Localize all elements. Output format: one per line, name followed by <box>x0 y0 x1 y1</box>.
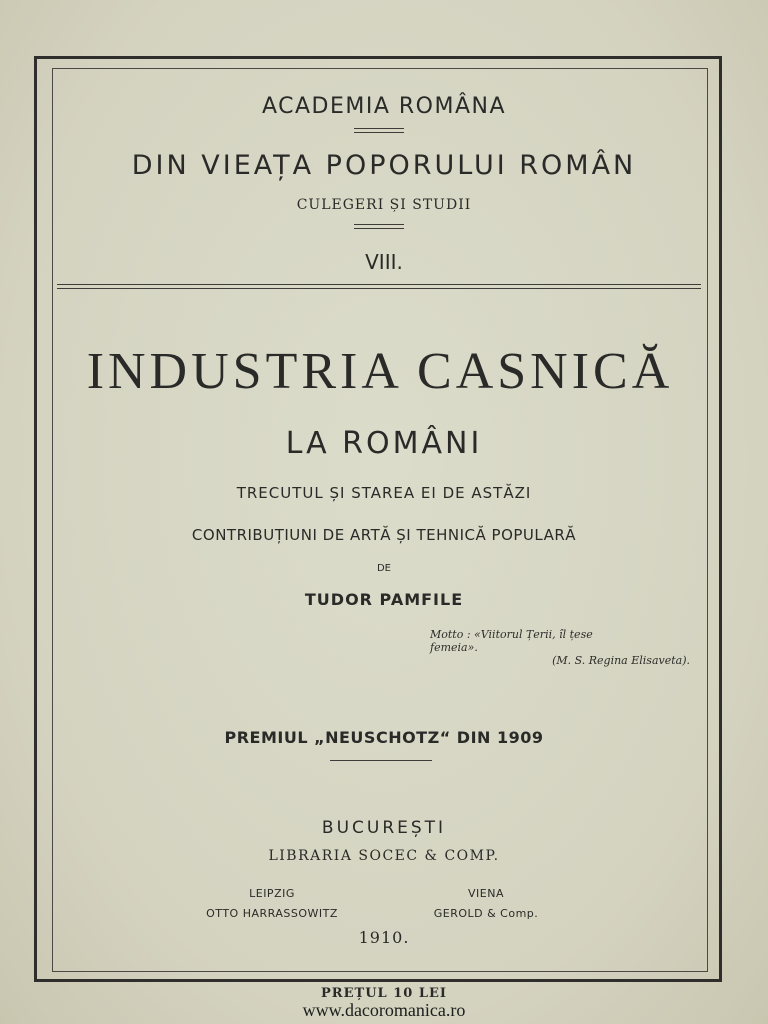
series-subtitle: CULEGERI ȘI STUDII <box>296 197 472 213</box>
academy-name: ACADEMIA ROMÂNA <box>261 94 507 119</box>
leipzig-city: LEIPZIG <box>249 887 295 900</box>
motto-attribution: (M. S. Regina Elisaveta). <box>552 654 690 667</box>
imprint-publisher: LIBRARIA SOCEC & COMP. <box>268 848 500 864</box>
author-name: TUDOR PAMFILE <box>304 590 464 609</box>
volume-number: VIII. <box>365 250 403 274</box>
imprint-city: BUCUREȘTI <box>321 818 447 838</box>
motto-text: Motto : «Viitorul Țerii, îl țese <box>430 628 593 641</box>
vienna-publisher: GEROLD & Comp. <box>433 907 539 920</box>
series-title: DIN VIEAȚA POPORULUI ROMÂN <box>131 150 637 181</box>
subtitle-line-2: CONTRIBUȚIUNI DE ARTĂ ȘI TEHNICĂ POPULARĂ <box>191 526 577 544</box>
motto-block <box>430 628 698 667</box>
website-link[interactable]: www.dacoromanica.ro <box>302 1000 466 1020</box>
vienna-city: VIENA <box>468 887 504 900</box>
vienna-distributor <box>386 884 586 924</box>
ornament-rule <box>354 224 404 229</box>
motto-text-continued: femeia». <box>430 641 478 654</box>
book-subtitle: LA ROMÂNI <box>285 426 483 461</box>
award-line: PREMIUL „NEUSCHOTZ“ DIN 1909 <box>224 728 544 747</box>
subtitle-line-1: TRECUTUL ȘI STAREA EI DE ASTĂZI <box>236 484 532 502</box>
section-divider <box>57 284 701 289</box>
ornament-rule <box>354 128 404 133</box>
publication-year: 1910. <box>358 928 410 947</box>
leipzig-distributor <box>172 884 372 924</box>
book-title: INDUSTRIA CASNICĂ <box>86 343 674 400</box>
price-line: PREȚUL 10 LEI <box>321 986 447 1001</box>
leipzig-publisher: OTTO HARRASSOWITZ <box>206 907 338 920</box>
by-label: DE <box>376 563 392 574</box>
award-underline <box>330 760 432 761</box>
